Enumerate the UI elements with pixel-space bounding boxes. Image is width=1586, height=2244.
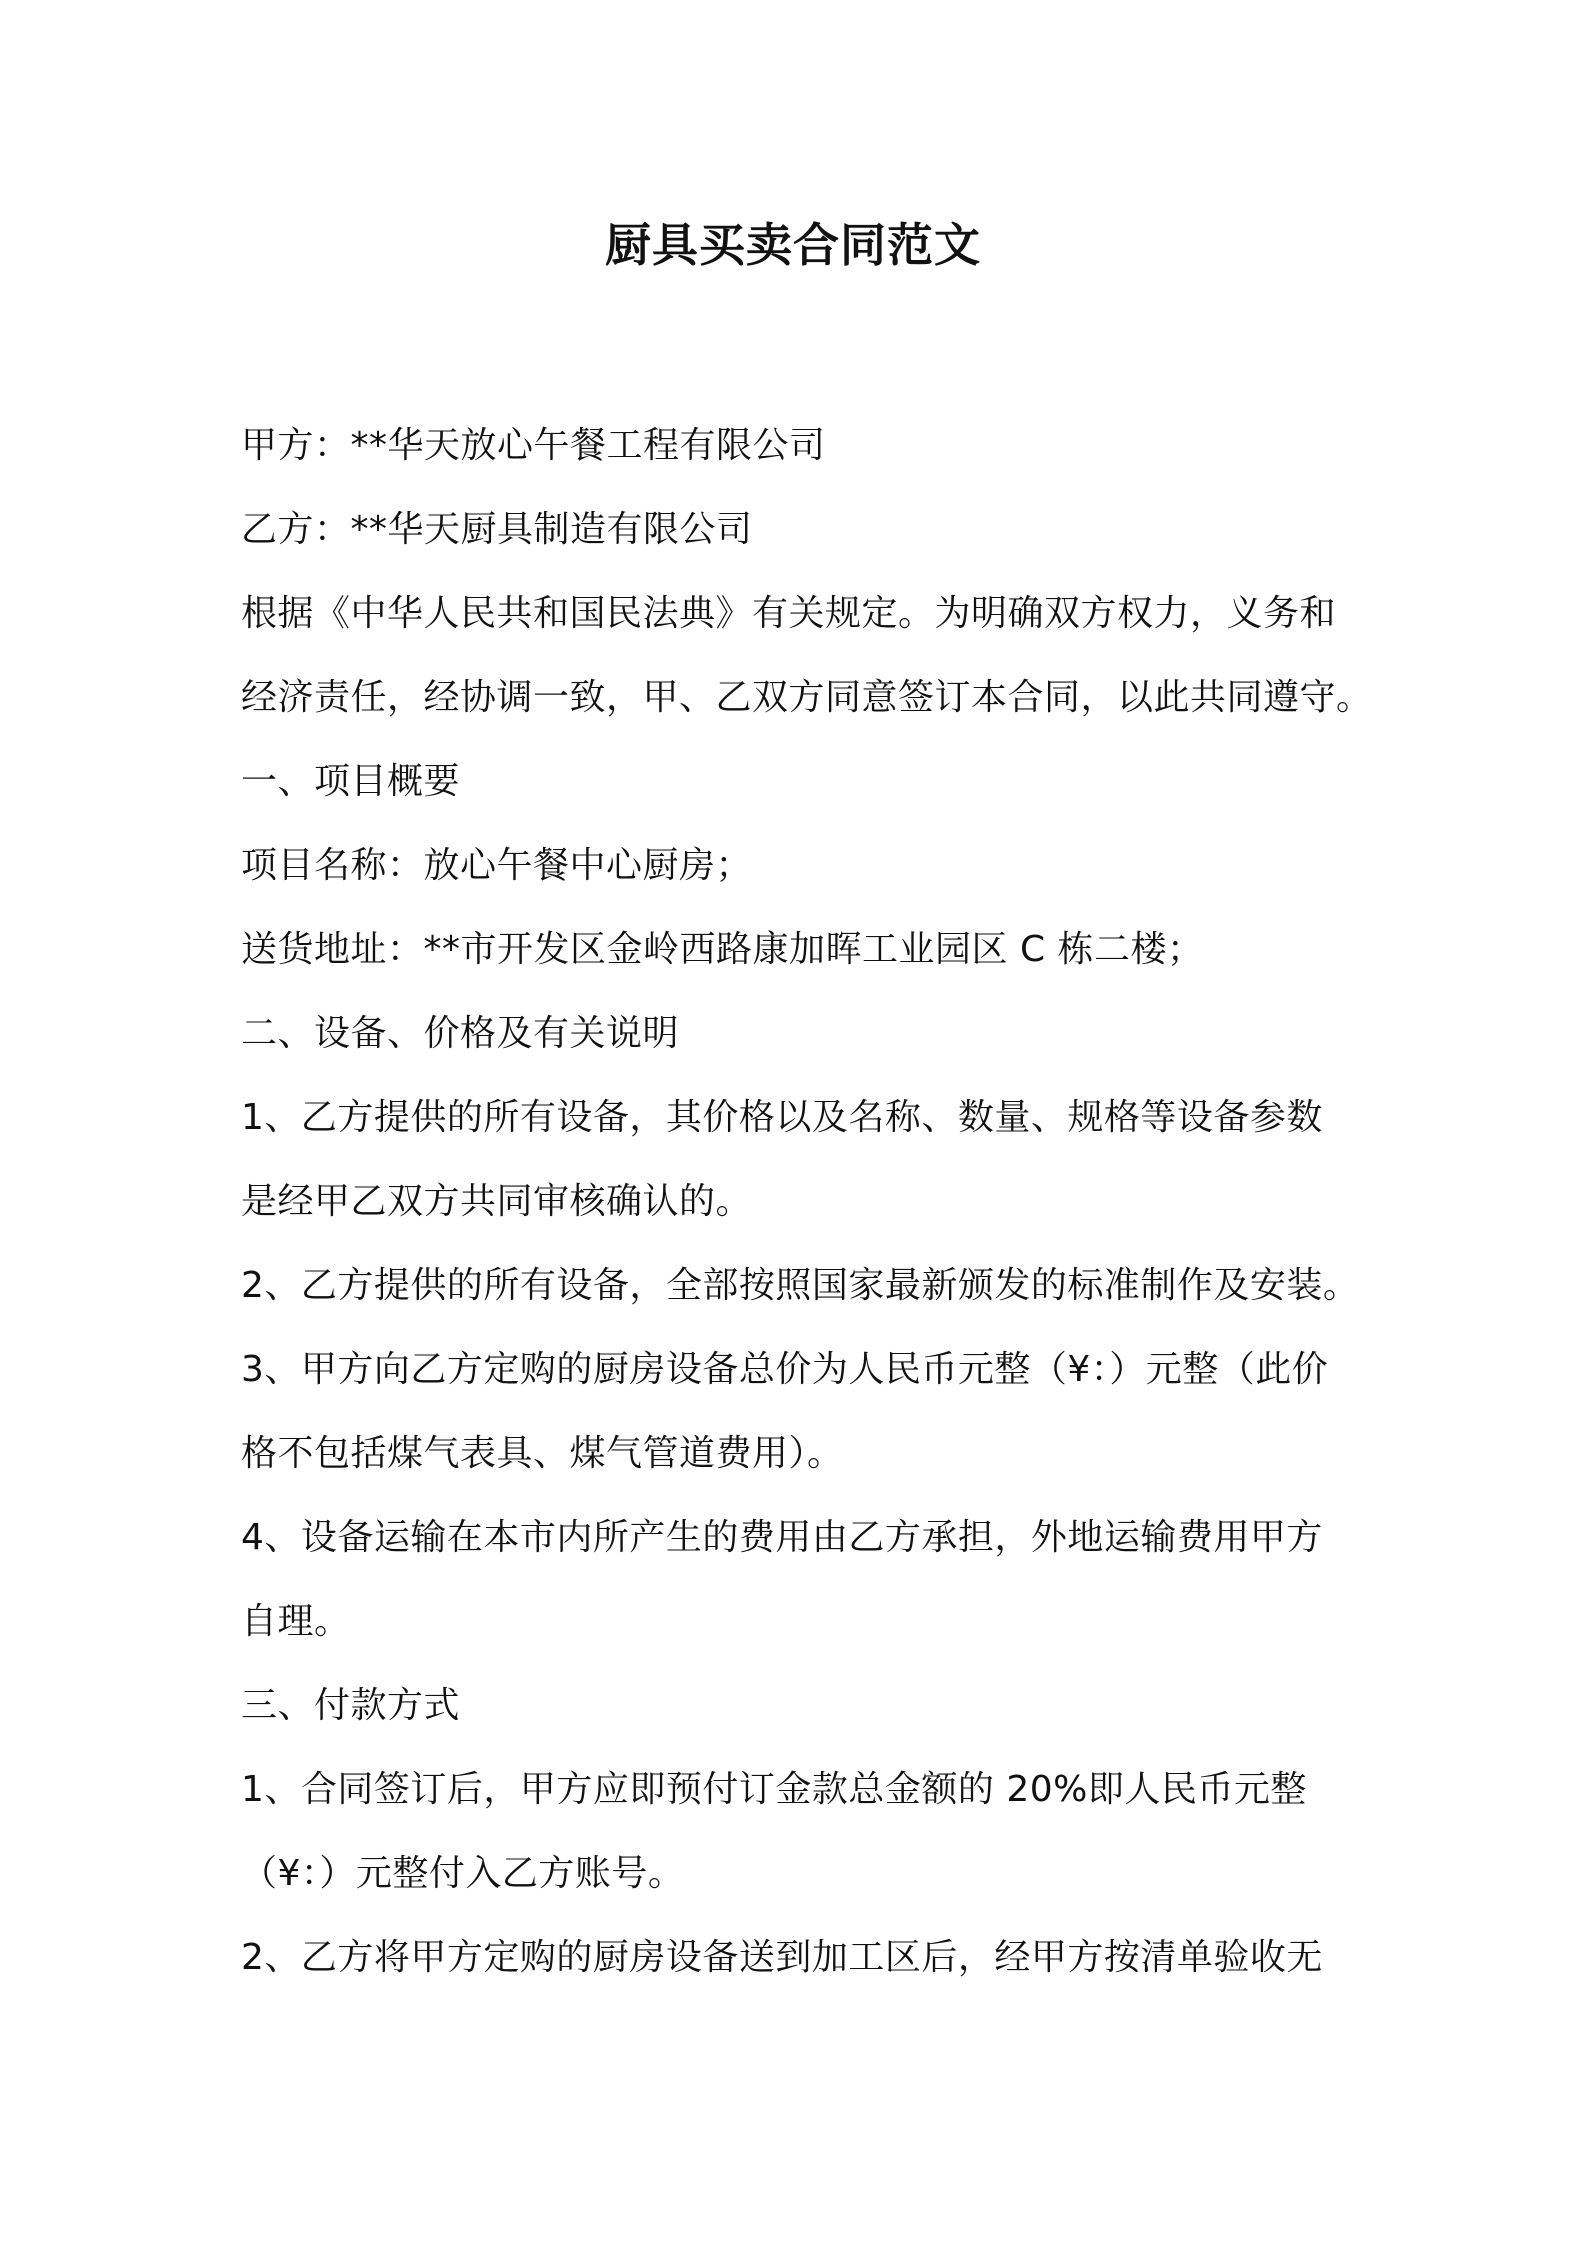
section-heading-2: 二、设备、价格及有关说明 (241, 1013, 680, 1054)
clause-2-2-line: 2、乙方提供的所有设备，全部按照国家最新颁发的标准制作及安装。 (241, 1265, 1360, 1306)
clause-2-1-line-2: 是经甲乙双方共同审核确认的。 (241, 1181, 753, 1222)
clause-3-1-line-1: 1、合同签订后，甲方应即预付订金款总金额的 20%即人民币元整 (241, 1769, 1307, 1810)
document-body (241, 404, 1373, 2000)
preamble-line-2: 经济责任，经协调一致，甲、乙双方同意签订本合同，以此共同遵守。 (241, 677, 1373, 718)
party-a-line: 甲方：**华天放心午餐工程有限公司 (241, 425, 826, 466)
clause-3-1-line-2: （¥：）元整付入乙方账号。 (241, 1853, 685, 1894)
document-title: 厨具买卖合同范文 (605, 218, 981, 272)
project-name-line: 项目名称：放心午餐中心厨房； (241, 845, 753, 886)
party-b-line: 乙方：**华天厨具制造有限公司 (241, 509, 753, 550)
section-heading-3: 三、付款方式 (241, 1685, 461, 1726)
clause-2-4-line-2: 自理。 (241, 1601, 351, 1642)
clause-2-4-line-1: 4、设备运输在本市内所产生的费用由乙方承担，外地运输费用甲方 (241, 1517, 1323, 1558)
clause-2-3-line-1: 3、甲方向乙方定购的厨房设备总价为人民币元整（¥：）元整（此价 (241, 1349, 1329, 1390)
clause-3-2-line-1: 2、乙方将甲方定购的厨房设备送到加工区后，经甲方按清单验收无 (241, 1937, 1323, 1978)
clause-2-1-line-1: 1、乙方提供的所有设备，其价格以及名称、数量、规格等设备参数 (241, 1097, 1323, 1138)
delivery-address-line: 送货地址：**市开发区金岭西路康加晖工业园区 C 栋二楼； (241, 929, 1204, 970)
preamble-line-1: 根据《中华人民共和国民法典》有关规定。为明确双方权力，义务和 (241, 593, 1337, 634)
clause-2-3-line-2: 格不包括煤气表具、煤气管道费用）。 (241, 1433, 844, 1474)
section-heading-1: 一、项目概要 (241, 761, 461, 802)
